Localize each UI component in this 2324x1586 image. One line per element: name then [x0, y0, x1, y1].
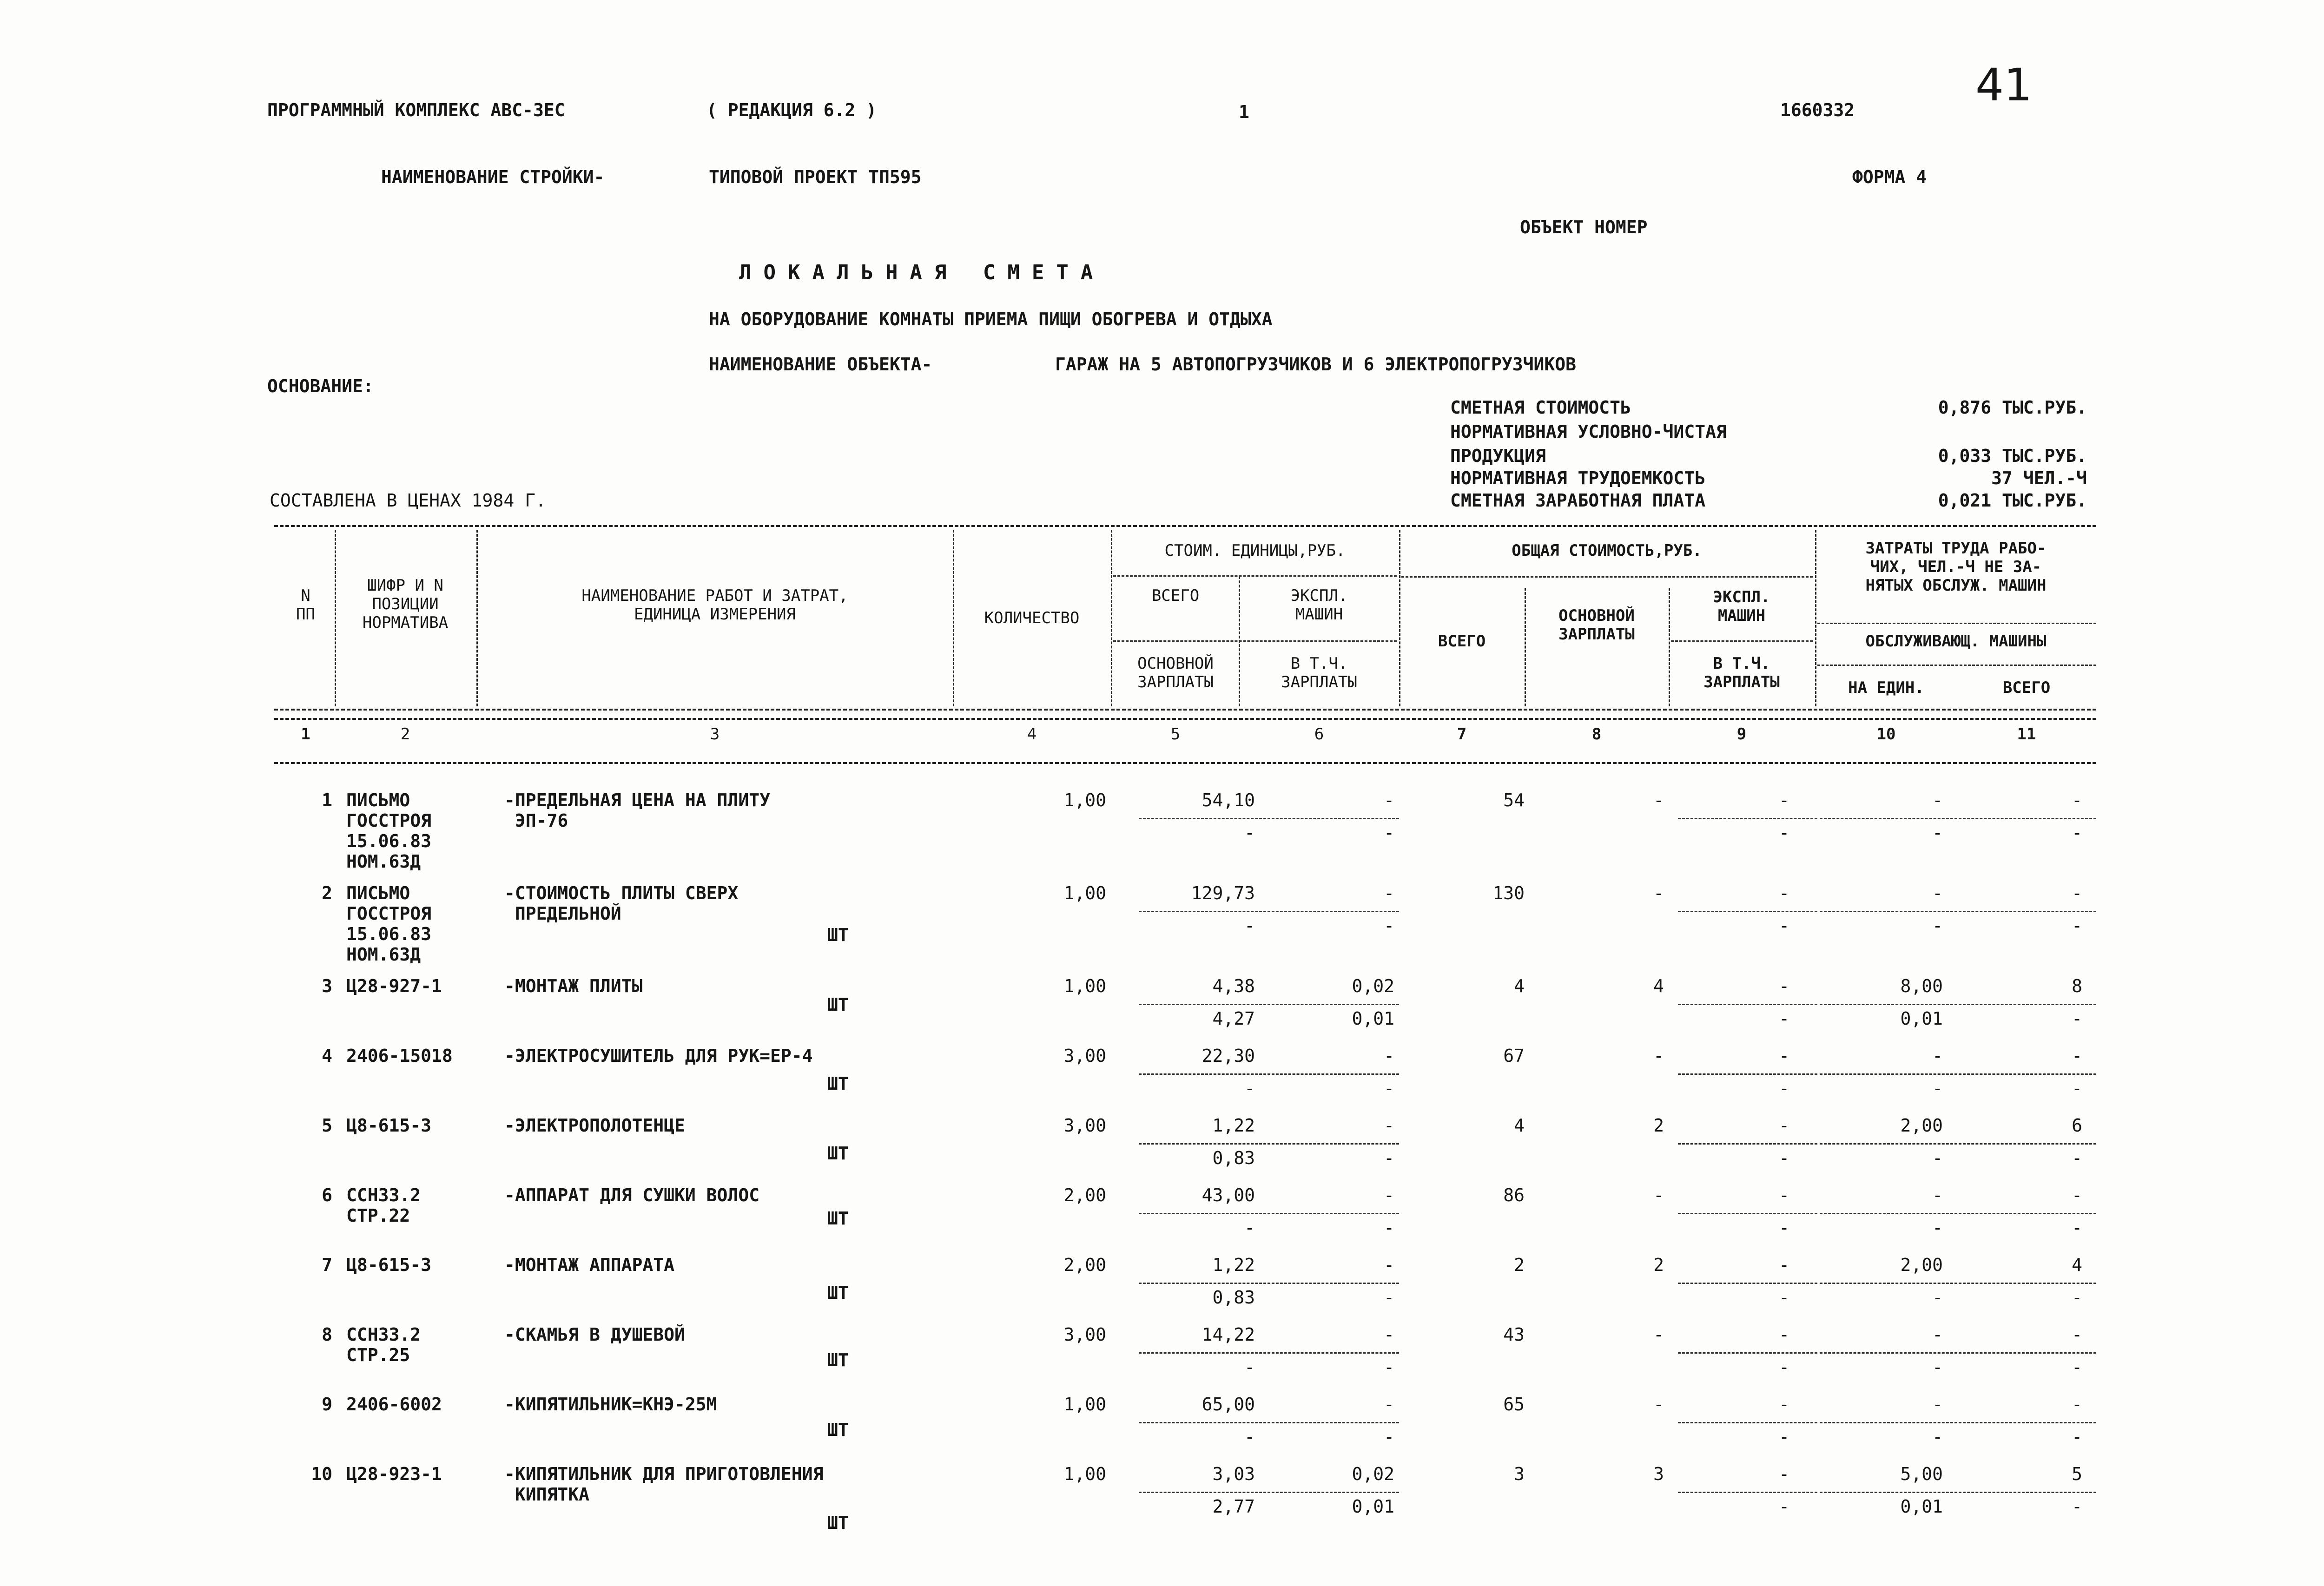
col-number: 4: [1027, 725, 1037, 744]
row-unit: ШТ: [827, 1283, 849, 1303]
form-label: ФОРМА 4: [1852, 167, 1927, 187]
row-labor-per-unit: -: [1932, 790, 1943, 810]
row-labor-per-unit: -: [1932, 1394, 1943, 1415]
cell-divider: [1678, 1422, 1817, 1423]
row-labor-per-unit-machines: -: [1932, 1357, 1943, 1377]
cell-divider: [1139, 1073, 1399, 1075]
col-5-bottom-header: ОСНОВНОЙ ЗАРПЛАТЫ: [1137, 654, 1214, 692]
row-quantity: 2,00: [1063, 1185, 1106, 1205]
document-title: ЛОКАЛЬНАЯ СМЕТА: [739, 261, 1105, 284]
row-unit-total: 22,30: [1202, 1046, 1255, 1066]
edition: ( РЕДАКЦИЯ 6.2 ): [706, 100, 877, 120]
col-7-header: ВСЕГО: [1438, 632, 1486, 651]
row-total: 3: [1514, 1464, 1525, 1484]
row-unit-machines: 0,02: [1352, 1464, 1394, 1484]
row-unit: ШТ: [827, 925, 849, 945]
row-quantity: 3,00: [1063, 1324, 1106, 1345]
row-unit: ШТ: [827, 1073, 849, 1094]
row-name: -МОНТАЖ АППАРАТА: [504, 1255, 675, 1275]
row-total-salary: 2: [1653, 1115, 1664, 1136]
row-quantity: 1,00: [1063, 976, 1106, 996]
row-total-salary: 4: [1653, 976, 1664, 996]
row-total-salary: -: [1653, 1046, 1664, 1066]
col-number: 2: [400, 725, 410, 744]
row-labor-per-unit: 2,00: [1900, 1255, 1943, 1275]
row-total: 67: [1503, 1046, 1525, 1066]
row-labor-total-machines: -: [2072, 1287, 2082, 1308]
row-total: 54: [1503, 790, 1525, 810]
row-norm-code: ССН33.2 СТР.22: [346, 1185, 421, 1226]
row-total-machine-salary: -: [1779, 823, 1789, 843]
row-norm-code: Ц8-615-3: [346, 1115, 432, 1136]
row-unit-machine-salary: 0,01: [1352, 1008, 1394, 1029]
row-number: 2: [322, 883, 332, 903]
row-norm-code: Ц28-927-1: [346, 976, 442, 996]
row-labor-per-unit-machines: -: [1932, 1148, 1943, 1168]
cell-divider: [1820, 911, 2096, 912]
row-total-machines: -: [1779, 1394, 1789, 1415]
col-number: 5: [1170, 725, 1181, 744]
cell-divider: [1139, 1143, 1399, 1145]
col-number: 9: [1736, 725, 1747, 744]
row-total: 2: [1514, 1255, 1525, 1275]
cell-divider: [1820, 818, 2096, 819]
basis-label: ОСНОВАНИЕ:: [267, 376, 374, 396]
row-total-machines: -: [1779, 1324, 1789, 1345]
row-total-machine-salary: -: [1779, 1427, 1789, 1447]
object-name-value: ГАРАЖ НА 5 АВТОПОГРУЗЧИКОВ И 6 ЭЛЕКТРОПОГРУЗЧИКОВ: [1055, 354, 1577, 375]
cell-divider: [1678, 1492, 1817, 1493]
row-labor-total-machines: -: [2072, 1148, 2082, 1168]
labor-sub-header: ОБСЛУЖИВАЮЩ. МАШИНЫ: [1865, 632, 2047, 651]
row-unit-machine-salary: -: [1384, 1287, 1394, 1308]
col-4-header: КОЛИЧЕСТВО: [984, 609, 1080, 627]
row-total-salary: -: [1653, 1324, 1664, 1345]
row-total-salary: 3: [1653, 1464, 1664, 1484]
row-labor-per-unit-machines: -: [1932, 1427, 1943, 1447]
row-quantity: 1,00: [1063, 1394, 1106, 1415]
cell-divider: [1820, 1143, 2096, 1145]
cell-divider: [1139, 1004, 1399, 1005]
row-unit-machines: -: [1384, 883, 1394, 903]
row-unit-machines: -: [1384, 1255, 1394, 1275]
row-total-salary: -: [1653, 1394, 1664, 1415]
row-unit-salary: -: [1244, 915, 1255, 936]
construction-value: ТИПОВОЙ ПРОЕКТ ТП595: [709, 167, 922, 187]
row-total-machines: -: [1779, 1464, 1789, 1484]
row-labor-total-machines: -: [2072, 1427, 2082, 1447]
col-8-header: ОСНОВНОЙ ЗАРПЛАТЫ: [1558, 606, 1635, 644]
cell-divider: [1678, 1143, 1817, 1145]
cell-divider: [1139, 1352, 1399, 1354]
row-unit-salary: 0,83: [1212, 1287, 1255, 1308]
cell-divider: [1678, 911, 1817, 912]
row-labor-total-machines: -: [2072, 1008, 2082, 1029]
cell-divider: [1139, 911, 1399, 912]
col-number: 6: [1314, 725, 1324, 744]
row-labor-per-unit-machines: 0,01: [1900, 1496, 1943, 1517]
row-total: 86: [1503, 1185, 1525, 1205]
row-number: 3: [322, 976, 332, 996]
row-labor-per-unit-machines: -: [1932, 915, 1943, 936]
row-unit: ШТ: [827, 1350, 849, 1370]
labor-group-header: ЗАТРАТЫ ТРУДА РАБО- ЧИХ, ЧЕЛ.-Ч НЕ ЗА- НЯТЫХ ОБСЛУЖ. МАШИН: [1865, 539, 2047, 595]
row-total-machines: -: [1779, 1185, 1789, 1205]
cell-divider: [1678, 1004, 1817, 1005]
row-number: 9: [322, 1394, 332, 1415]
row-name: -МОНТАЖ ПЛИТЫ: [504, 976, 643, 996]
row-quantity: 1,00: [1063, 883, 1106, 903]
col-6-bottom-header: В Т.Ч. ЗАРПЛАТЫ: [1281, 654, 1357, 692]
row-quantity: 3,00: [1063, 1115, 1106, 1136]
row-labor-per-unit: -: [1932, 883, 1943, 903]
cell-divider: [1820, 1352, 2096, 1354]
cell-divider: [1678, 818, 1817, 819]
row-number: 7: [322, 1255, 332, 1275]
row-unit-total: 129,73: [1191, 883, 1255, 903]
row-labor-per-unit-machines: -: [1932, 1287, 1943, 1308]
row-norm-code: Ц28-923-1: [346, 1464, 442, 1484]
cell-divider: [1820, 1073, 2096, 1075]
row-labor-total-machines: -: [2072, 1078, 2082, 1099]
row-quantity: 2,00: [1063, 1255, 1106, 1275]
row-total-machine-salary: -: [1779, 1008, 1789, 1029]
row-labor-per-unit-machines: -: [1932, 1217, 1943, 1238]
row-total: 4: [1514, 976, 1525, 996]
total-cost-group-header: ОБЩАЯ СТОИМОСТЬ,РУБ.: [1512, 541, 1702, 560]
row-labor-total: -: [2072, 1046, 2082, 1066]
cell-divider: [1820, 1422, 2096, 1423]
col-3-header: НАИМЕНОВАНИЕ РАБОТ И ЗАТРАТ, ЕДИНИЦА ИЗМЕРЕНИЯ: [581, 586, 848, 624]
col-number: 11: [2017, 725, 2036, 744]
col-6-top-header: ЭКСПЛ. МАШИН: [1290, 586, 1348, 624]
row-unit-total: 4,38: [1212, 976, 1255, 996]
col-2-header: ШИФР И N ПОЗИЦИИ НОРМАТИВА: [362, 576, 449, 632]
page-number: 1: [1239, 102, 1249, 122]
row-total: 4: [1514, 1115, 1525, 1136]
row-labor-total-machines: -: [2072, 1357, 2082, 1377]
row-unit-machines: -: [1384, 1185, 1394, 1205]
summary-value: 37 ЧЕЛ.-Ч: [1991, 468, 2087, 488]
row-total-machines: -: [1779, 1115, 1789, 1136]
row-norm-code: ПИСЬМО ГОССТРОЯ 15.06.83 НОМ.63Д: [346, 790, 432, 872]
row-total-salary: -: [1653, 1185, 1664, 1205]
col-9-top-header: ЭКСПЛ. МАШИН: [1713, 588, 1770, 625]
row-name: -КИПЯТИЛЬНИК=КНЭ-25М: [504, 1394, 717, 1415]
row-unit-machine-salary: -: [1384, 1427, 1394, 1447]
row-labor-total-machines: -: [2072, 1217, 2082, 1238]
row-total-machine-salary: -: [1779, 1078, 1789, 1099]
col-number: 3: [710, 725, 720, 744]
row-quantity: 3,00: [1063, 1046, 1106, 1066]
summary-label: СМЕТНАЯ ЗАРАБОТНАЯ ПЛАТА: [1450, 490, 1706, 511]
cell-divider: [1678, 1352, 1817, 1354]
row-unit-total: 43,00: [1202, 1185, 1255, 1205]
summary-value: 0,876 ТЫС.РУБ.: [1938, 397, 2087, 418]
row-unit-total: 14,22: [1202, 1324, 1255, 1345]
row-unit-machine-salary: -: [1384, 1078, 1394, 1099]
row-name: -АППАРАТ ДЛЯ СУШКИ ВОЛОС: [504, 1185, 760, 1205]
row-labor-total: -: [2072, 883, 2082, 903]
summary-label: ПРОДУКЦИЯ: [1450, 446, 1546, 466]
row-unit-machines: -: [1384, 790, 1394, 810]
row-labor-total: 6: [2072, 1115, 2082, 1136]
row-total-machines: -: [1779, 976, 1789, 996]
row-name: -ЭЛЕКТРОПОЛОТЕНЦЕ: [504, 1115, 685, 1136]
cell-divider: [1139, 1213, 1399, 1214]
row-name: -ПРЕДЕЛЬНАЯ ЦЕНА НА ПЛИТУ ЭП-76: [504, 790, 770, 831]
row-total-machines: -: [1779, 883, 1789, 903]
col-1-header: N ПП: [296, 586, 315, 624]
row-unit-salary: 0,83: [1212, 1148, 1255, 1168]
row-unit-salary: -: [1244, 1427, 1255, 1447]
row-total-machine-salary: -: [1779, 1287, 1789, 1308]
row-labor-per-unit-machines: -: [1932, 1078, 1943, 1099]
row-labor-per-unit: -: [1932, 1185, 1943, 1205]
row-labor-per-unit-machines: 0,01: [1900, 1008, 1943, 1029]
row-total-machine-salary: -: [1779, 1496, 1789, 1517]
row-labor-total: -: [2072, 1394, 2082, 1415]
row-name: -КИПЯТИЛЬНИК ДЛЯ ПРИГОТОВЛЕНИЯ КИПЯТКА: [504, 1464, 824, 1505]
row-unit-total: 1,22: [1212, 1255, 1255, 1275]
row-unit-machines: -: [1384, 1046, 1394, 1066]
row-total-machine-salary: -: [1779, 1217, 1789, 1238]
cell-divider: [1820, 1213, 2096, 1214]
program-name: ПРОГРАММНЫЙ КОМПЛЕКС АВС-ЗЕС: [267, 100, 565, 120]
row-labor-total: -: [2072, 1185, 2082, 1205]
handwritten-page-number: 41: [1975, 59, 2033, 111]
row-norm-code: ССН33.2 СТР.25: [346, 1324, 421, 1365]
cell-divider: [1678, 1283, 1817, 1284]
col-9-bottom-header: В Т.Ч. ЗАРПЛАТЫ: [1703, 654, 1780, 692]
row-unit: ШТ: [827, 1420, 849, 1440]
row-unit-machine-salary: -: [1384, 1217, 1394, 1238]
row-unit-total: 65,00: [1202, 1394, 1255, 1415]
row-unit-salary: -: [1244, 1217, 1255, 1238]
object-number-label: ОБЪЕКТ НОМЕР: [1520, 217, 1648, 237]
row-number: 4: [322, 1046, 332, 1066]
row-name: -ЭЛЕКТРОСУШИТЕЛЬ ДЛЯ РУК=ЕР-4: [504, 1046, 813, 1066]
row-total: 43: [1503, 1324, 1525, 1345]
row-labor-total-machines: -: [2072, 915, 2082, 936]
row-total: 130: [1492, 883, 1525, 903]
row-unit-total: 1,22: [1212, 1115, 1255, 1136]
row-total-machines: -: [1779, 790, 1789, 810]
row-unit-salary: -: [1244, 823, 1255, 843]
row-unit: ШТ: [827, 994, 849, 1015]
row-unit-salary: -: [1244, 1357, 1255, 1377]
cell-divider: [1678, 1213, 1817, 1214]
row-labor-total-machines: -: [2072, 823, 2082, 843]
col-number: 8: [1591, 725, 1602, 744]
row-unit-machine-salary: 0,01: [1352, 1496, 1394, 1517]
row-total-machines: -: [1779, 1046, 1789, 1066]
row-unit-machine-salary: -: [1384, 1148, 1394, 1168]
row-labor-total: 4: [2072, 1255, 2082, 1275]
row-unit: ШТ: [827, 1143, 849, 1164]
row-total-salary: 2: [1653, 1255, 1664, 1275]
row-name: -СТОИМОСТЬ ПЛИТЫ СВЕРХ ПРЕДЕЛЬНОЙ: [504, 883, 739, 924]
cell-divider: [1820, 1492, 2096, 1493]
row-unit-salary: 4,27: [1212, 1008, 1255, 1029]
row-unit-salary: 2,77: [1212, 1496, 1255, 1517]
compiled-in-prices: СОСТАВЛЕНА В ЦЕНАХ 1984 Г.: [270, 490, 546, 511]
col-5-top-header: ВСЕГО: [1151, 586, 1200, 605]
row-number: 10: [311, 1464, 332, 1484]
row-total: 65: [1503, 1394, 1525, 1415]
row-number: 6: [322, 1185, 332, 1205]
cell-divider: [1820, 1004, 2096, 1005]
col-11-header: ВСЕГО: [2002, 678, 2051, 697]
col-number: 7: [1457, 725, 1467, 744]
row-unit-salary: -: [1244, 1078, 1255, 1099]
row-quantity: 1,00: [1063, 790, 1106, 810]
row-unit-total: 54,10: [1202, 790, 1255, 810]
cell-divider: [1139, 1422, 1399, 1423]
row-number: 1: [322, 790, 332, 810]
cell-divider: [1139, 1283, 1399, 1284]
row-unit-machine-salary: -: [1384, 823, 1394, 843]
row-unit-total: 3,03: [1212, 1464, 1255, 1484]
construction-label: НАИМЕНОВАНИЕ СТРОЙКИ-: [381, 167, 605, 187]
doc-code: 1660332: [1780, 100, 1855, 120]
row-labor-total: 8: [2072, 976, 2082, 996]
cell-divider: [1678, 1073, 1817, 1075]
row-total-machines: -: [1779, 1255, 1789, 1275]
row-unit-machines: 0,02: [1352, 976, 1394, 996]
row-total-machine-salary: -: [1779, 1357, 1789, 1377]
cell-divider: [1139, 818, 1399, 819]
row-unit-machines: -: [1384, 1115, 1394, 1136]
row-labor-per-unit-machines: -: [1932, 823, 1943, 843]
row-norm-code: Ц8-615-3: [346, 1255, 432, 1275]
col-number: 1: [301, 725, 310, 744]
row-norm-code: ПИСЬМО ГОССТРОЯ 15.06.83 НОМ.63Д: [346, 883, 432, 965]
row-labor-total: -: [2072, 1324, 2082, 1345]
summary-label: НОРМАТИВНАЯ ТРУДОЕМКОСТЬ: [1450, 468, 1706, 488]
cell-divider: [1820, 1283, 2096, 1284]
row-unit-machines: -: [1384, 1324, 1394, 1345]
cell-divider: [1139, 1492, 1399, 1493]
summary-label: НОРМАТИВНАЯ УСЛОВНО-ЧИСТАЯ: [1450, 421, 1727, 442]
row-labor-total: -: [2072, 790, 2082, 810]
row-number: 8: [322, 1324, 332, 1345]
summary-value: 0,021 ТЫС.РУБ.: [1938, 490, 2087, 511]
row-labor-per-unit: 2,00: [1900, 1115, 1943, 1136]
estimate-subject: НА ОБОРУДОВАНИЕ КОМНАТЫ ПРИЕМА ПИЩИ ОБОГРЕВА И ОТДЫХА: [709, 309, 1273, 329]
row-labor-per-unit: -: [1932, 1046, 1943, 1066]
row-name: -СКАМЬЯ В ДУШЕВОЙ: [504, 1324, 685, 1345]
row-labor-total-machines: -: [2072, 1496, 2082, 1517]
object-name-label: НАИМЕНОВАНИЕ ОБЪЕКТА-: [709, 354, 932, 375]
row-total-machine-salary: -: [1779, 915, 1789, 936]
row-norm-code: 2406-6002: [346, 1394, 442, 1415]
row-unit-machine-salary: -: [1384, 915, 1394, 936]
row-unit-machines: -: [1384, 1394, 1394, 1415]
row-total-salary: -: [1653, 883, 1664, 903]
row-labor-per-unit: 8,00: [1900, 976, 1943, 996]
row-number: 5: [322, 1115, 332, 1136]
row-total-machine-salary: -: [1779, 1148, 1789, 1168]
row-norm-code: 2406-15018: [346, 1046, 453, 1066]
row-labor-per-unit: 5,00: [1900, 1464, 1943, 1484]
col-10-header: НА ЕДИН.: [1848, 678, 1924, 697]
col-number: 10: [1876, 725, 1896, 744]
row-unit: ШТ: [827, 1513, 849, 1533]
row-unit: ШТ: [827, 1208, 849, 1229]
summary-label: СМЕТНАЯ СТОИМОСТЬ: [1450, 397, 1631, 418]
row-quantity: 1,00: [1063, 1464, 1106, 1484]
row-labor-per-unit: -: [1932, 1324, 1943, 1345]
row-labor-total: 5: [2072, 1464, 2082, 1484]
row-unit-machine-salary: -: [1384, 1357, 1394, 1377]
row-total-salary: -: [1653, 790, 1664, 810]
unit-cost-group-header: СТОИМ. ЕДИНИЦЫ,РУБ.: [1164, 541, 1346, 560]
summary-value: 0,033 ТЫС.РУБ.: [1938, 446, 2087, 466]
